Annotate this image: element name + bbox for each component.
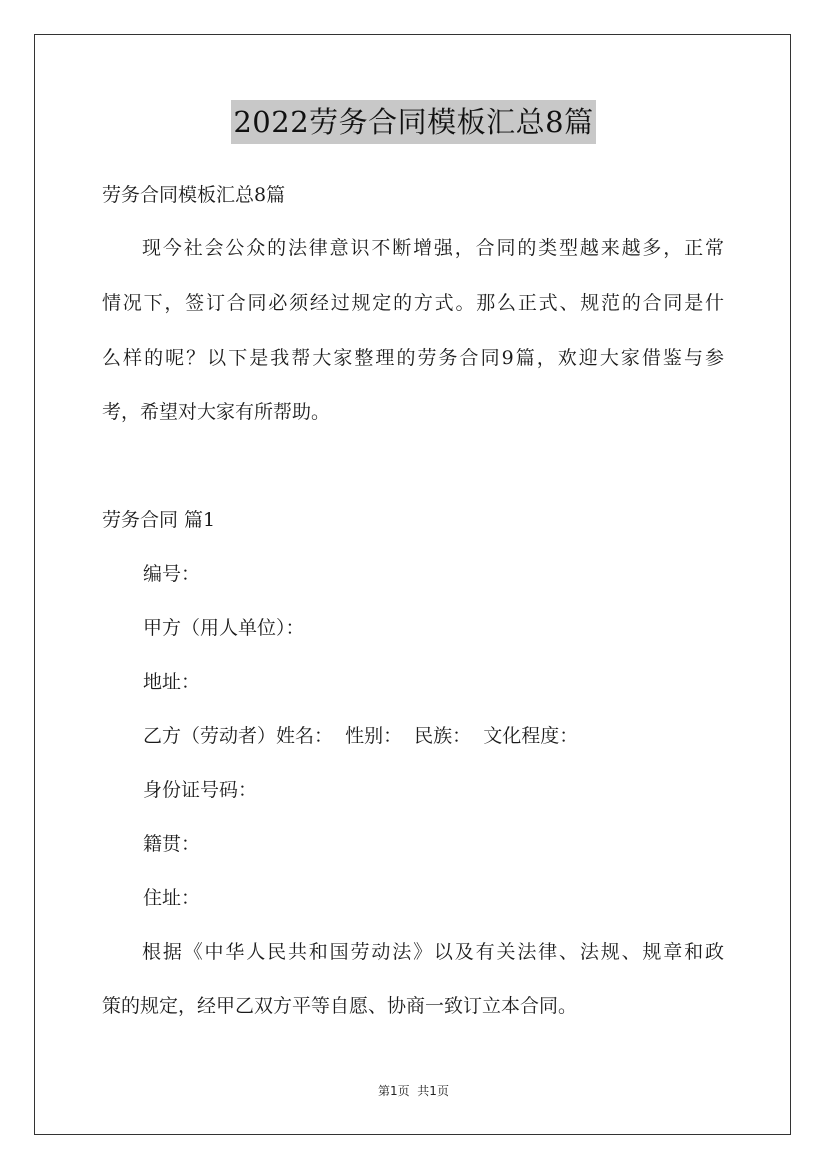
intro-line-3: 么样的呢？以下是我帮大家整理的劳务合同9篇，欢迎大家借鉴与参 [102,347,724,369]
field-id-number: 身份证号码： [143,779,258,801]
intro-line-4: 考，希望对大家有所帮助。 [102,401,331,423]
field-address: 地址： [143,671,201,693]
page-footer: 第1页 共1页 [378,1084,449,1098]
intro-line-1: 现今社会公众的法律意识不断增强，合同的类型越来越多，正常 [142,237,724,259]
basis-line-1: 根据《中华人民共和国劳动法》以及有关法律、法规、规章和政 [142,941,724,963]
intro-line-2: 情况下，签订合同必须经过规定的方式。那么正式、规范的合同是什 [102,292,724,314]
field-party-b: 乙方（劳动者）姓名： 性别： 民族： 文化程度： [143,725,579,747]
field-party-a: 甲方（用人单位）： [143,617,305,639]
document-subtitle: 劳务合同模板汇总8篇 [102,184,286,206]
field-number: 编号： [143,563,201,585]
title-container [0,100,827,144]
basis-line-2: 策的规定，经甲乙双方平等自愿、协商一致订立本合同。 [102,995,578,1017]
document-title: 2022劳务合同模板汇总8篇 [231,100,595,144]
section-heading: 劳务合同 篇1 [102,509,216,531]
field-native-place: 籍贯： [143,833,201,855]
field-residence: 住址： [143,887,201,909]
